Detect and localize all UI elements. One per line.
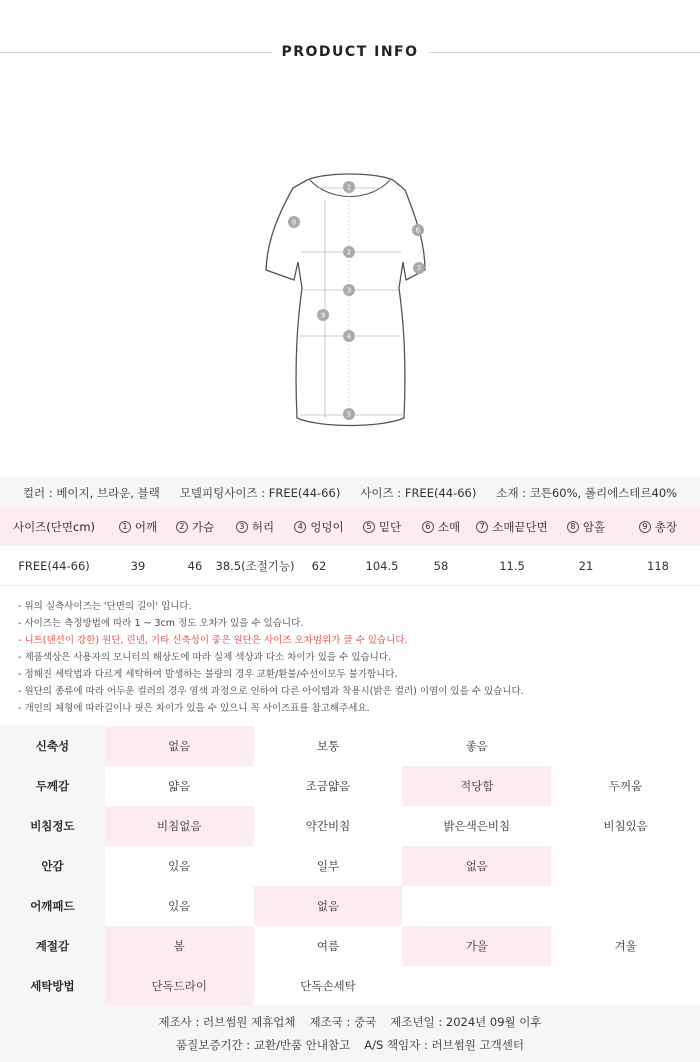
model-size-info: 모델피팅사이즈 : FREE(44-66) — [179, 486, 341, 500]
size-col-header — [468, 508, 556, 546]
size-cell: 46 — [187, 558, 203, 573]
manufacturer-footer — [0, 1006, 700, 1062]
attribute-option-selected: 단독드라이 — [105, 966, 254, 1006]
svg-text:1: 1 — [346, 183, 352, 192]
attribute-option-selected: 없음 — [105, 726, 254, 766]
note-line: - 사이즈는 측정방법에 따라 1 ~ 3cm 정도 오차가 있을 수 있습니다. — [18, 618, 304, 629]
svg-text:5: 5 — [346, 410, 352, 419]
attribute-label: 두께감 — [0, 766, 105, 806]
attribute-option: 여름 — [316, 939, 340, 953]
attribute-label: 안감 — [0, 846, 105, 886]
dress-sketch — [255, 170, 445, 432]
attribute-option — [551, 886, 700, 926]
attribute-option — [402, 886, 551, 926]
attribute-row — [0, 966, 700, 1006]
country-info: 제조국 : 중국 — [309, 1015, 377, 1029]
attribute-row — [0, 726, 700, 766]
attribute-option-selected: 봄 — [105, 926, 254, 966]
attribute-option: 두꺼움 — [608, 779, 643, 793]
attribute-option: 있음 — [168, 859, 191, 873]
measure-number-badge: 4 — [294, 521, 306, 533]
page-title: PRODUCT INFO — [281, 44, 419, 60]
attribute-row — [0, 886, 700, 926]
size-notes — [18, 598, 688, 717]
size-col-header — [616, 508, 700, 546]
size-col-header — [222, 508, 288, 546]
attribute-option-selected: 가을 — [402, 926, 551, 966]
size-cell: 38.5(조절기능) — [215, 558, 295, 573]
measure-number-badge: 6 — [422, 521, 434, 533]
attribute-row — [0, 926, 700, 966]
size-info: 사이즈 : FREE(44-66) — [360, 486, 477, 500]
svg-text:7: 7 — [416, 264, 422, 273]
size-col-label: 소매끝단면 — [492, 520, 548, 534]
size-col-header — [556, 508, 616, 546]
as-info: A/S 책임자 : 러브썸원 고객센터 — [364, 1038, 524, 1052]
date-info: 제조년일 : 2024년 09월 이후 — [390, 1015, 542, 1029]
maker-info: 제조사 : 러브썸원 제휴업체 — [158, 1015, 296, 1029]
attribute-label: 비침정도 — [0, 806, 105, 846]
note-line: - 니트(텐션이 강한) 원단, 린넨, 기타 신축성이 좋은 원단은 사이즈 오차범위가 클 수 있습니다. — [18, 635, 408, 646]
size-table-row — [0, 546, 700, 586]
note-line: - 제품색상은 사용자의 모니터의 해상도에 따라 실제 색상과 다소 차이가 있을 수 있습니다. — [18, 652, 392, 663]
attribute-label: 신축성 — [0, 726, 105, 766]
note-line: - 개인의 체형에 따라길이나 핏은 차이가 있을 수 있으니 꼭 사이즈표를 참고해주세요. — [18, 703, 370, 714]
svg-text:3: 3 — [346, 286, 352, 295]
svg-text:6: 6 — [415, 226, 421, 235]
product-info-header — [0, 40, 700, 66]
size-col-header — [0, 508, 108, 546]
size-col-header — [168, 508, 222, 546]
note-line: - 원단의 종류에 따라 어두운 컬러의 경우 염색 과정으로 인하여 다른 아이템과 착용시(밝은 컬러) 이염이 있을 수 있습니다. — [18, 686, 524, 697]
dress-measurement-illustration — [255, 170, 445, 432]
attribute-option: 얇음 — [168, 779, 191, 793]
size-col-label: 암홀 — [582, 520, 606, 534]
size-col-header — [108, 508, 168, 546]
svg-text:9: 9 — [320, 311, 326, 320]
attribute-option: 일부 — [316, 859, 340, 873]
size-col-label: 소매 — [437, 520, 461, 534]
size-table-header — [0, 508, 700, 546]
svg-text:8: 8 — [291, 218, 297, 227]
size-col-label: 총장 — [654, 520, 678, 534]
note-line: - 정해진 세탁법과 다르게 세탁하여 발생하는 불량의 경우 교환/환불/수선이모두 불가합니다. — [18, 669, 398, 680]
attribute-option: 있음 — [168, 899, 191, 913]
attribute-option — [551, 966, 700, 1006]
size-cell: 62 — [311, 558, 327, 573]
attribute-option: 밝은색은비침 — [443, 819, 511, 833]
svg-text:4: 4 — [346, 332, 352, 341]
attribute-option — [402, 966, 551, 1006]
product-basic-info — [0, 478, 700, 508]
attribute-option: 조금얇음 — [305, 779, 351, 793]
attribute-option: 좋음 — [465, 739, 488, 753]
size-cell: 104.5 — [365, 558, 399, 573]
size-cell: FREE(44-66) — [18, 558, 90, 573]
measure-number-badge: 7 — [476, 521, 488, 533]
svg-text:2: 2 — [346, 248, 352, 257]
size-col-label: 허리 — [251, 520, 275, 534]
material-info: 소재 : 코튼60%, 폴리에스테르40% — [496, 486, 678, 500]
attribute-option: 약간비침 — [305, 819, 351, 833]
measure-number-badge: 9 — [639, 521, 651, 533]
size-cell: 118 — [647, 558, 669, 573]
attribute-row — [0, 846, 700, 886]
attribute-row — [0, 766, 700, 806]
attribute-option-selected: 없음 — [254, 886, 403, 926]
measure-number-badge: 3 — [236, 521, 248, 533]
size-col-label: 어깨 — [134, 520, 158, 534]
attribute-option: 비침있음 — [603, 819, 648, 833]
attribute-option-selected: 적당함 — [402, 766, 551, 806]
attribute-option: 겨울 — [614, 939, 637, 953]
attribute-label: 세탁방법 — [0, 966, 105, 1006]
color-info: 컬러 : 베이지, 브라운, 블랙 — [22, 486, 160, 500]
attribute-table — [0, 726, 700, 1006]
attribute-option-selected: 없음 — [402, 846, 551, 886]
attribute-option: 단독손세탁 — [300, 979, 356, 993]
size-cell: 11.5 — [499, 558, 525, 573]
attribute-row — [0, 806, 700, 846]
size-col-header — [414, 508, 468, 546]
attribute-label: 계절감 — [0, 926, 105, 966]
size-col-label: 밑단 — [378, 520, 402, 534]
attribute-label: 어깨패드 — [0, 886, 105, 926]
measure-number-badge: 5 — [363, 521, 375, 533]
warranty-info: 품질보증기간 : 교환/반품 안내참고 — [176, 1038, 351, 1052]
size-col-header — [288, 508, 350, 546]
measure-number-badge: 8 — [567, 521, 579, 533]
size-table — [0, 508, 700, 586]
size-col-label: 엉덩이 — [310, 520, 344, 534]
attribute-option-selected: 비침없음 — [105, 806, 254, 846]
attribute-option — [551, 846, 700, 886]
header-divider-right — [428, 52, 700, 53]
size-cell: 39 — [130, 558, 146, 573]
attribute-option — [551, 726, 700, 766]
measure-number-badge: 1 — [119, 521, 131, 533]
attribute-option: 보통 — [316, 739, 340, 753]
size-cell: 58 — [433, 558, 449, 573]
size-cell: 21 — [578, 558, 594, 573]
note-line: - 위의 실측사이즈는 '단면의 길이' 입니다. — [18, 601, 192, 612]
size-col-label: 사이즈(단면cm) — [12, 520, 96, 534]
size-col-label: 가슴 — [191, 520, 215, 534]
measure-number-badge: 2 — [176, 521, 188, 533]
size-col-header — [350, 508, 414, 546]
